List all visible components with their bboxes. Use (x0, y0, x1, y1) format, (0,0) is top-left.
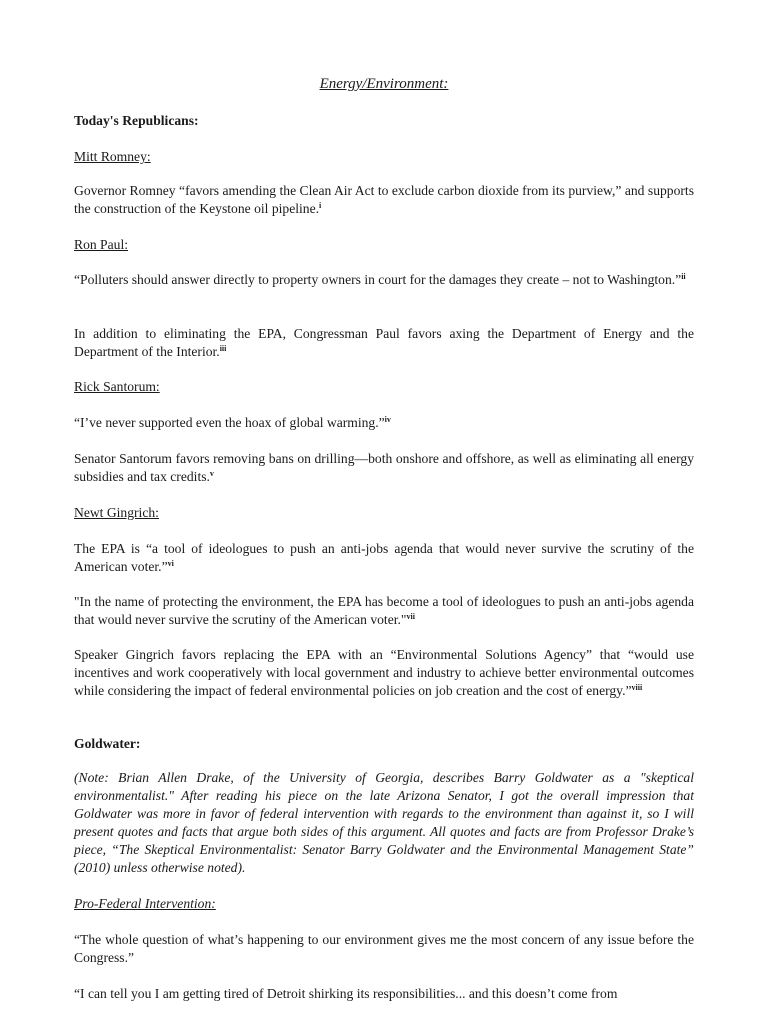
footnote-marker: iii (219, 344, 227, 353)
document-title: Energy/Environment: (319, 76, 449, 92)
paragraph-santorum-2: Senator Santorum favors removing bans on drilling—both onshore and offshore, as well as eliminating all energy subsidies and tax credits.$^v$ (74, 451, 694, 484)
paragraph-romney-1: Governor Romney “favors amending the Clean Air Act to exclude carbon dioxide from its purview,” and supports the construction of the Keystone oil pipeline.$^i$ (74, 183, 694, 216)
subheading-rick-santorum: Rick Santorum: (74, 379, 160, 394)
paragraph-paul-1: “Polluters should answer directly to property owners in court for the damages they create – not to Washington.”$^{ii}$ (74, 272, 686, 287)
subheading-mitt-romney: Mitt Romney: (74, 149, 151, 164)
footnote-marker: iv (384, 415, 391, 424)
footnote-marker: ii (681, 272, 686, 281)
footnote-marker: viii (631, 683, 643, 692)
paragraph-gingrich-1: The EPA is “a tool of ideologues to push an anti-jobs agenda that would never survive the scrutiny of the American voter.”$^{vi}$ (74, 541, 694, 574)
subheading-ron-paul: Ron Paul: (74, 237, 129, 252)
footnote-marker: v (209, 469, 214, 478)
footnote-marker: vi (167, 559, 174, 568)
subheading-pro-federal-intervention: Pro-Federal Intervention: (74, 896, 216, 911)
paragraph-gingrich-2: "In the name of protecting the environment, the EPA has become a tool of ideologues to push an anti-jobs agenda that would never survive the scrutiny of the American voter."$^{vii}$ (74, 594, 694, 627)
subheading-newt-gingrich: Newt Gingrich: (74, 505, 159, 520)
section-heading-todays-republicans: Today's Republicans: (74, 113, 199, 128)
paragraph-santorum-1: “I’ve never supported even the hoax of global warming.”$^{iv}$ (74, 415, 391, 430)
paragraph-goldwater-note: (Note: Brian Allen Drake, of the University of Georgia, describes Barry Goldwater as a "skeptical environmentalist." After reading his piece on the late Arizona Senator, I got the overall impression that Goldwater was more in favor of federal intervention with regards to the environment than against it, so I will present quotes and facts that argue both sides of this argument. All quotes and facts are from Professor Drake’s piece, “The Skeptical Environmentalist: Senator Barry Goldwater and the Environmental Management State” (2010) unless otherwise noted). (74, 770, 694, 875)
paragraph-gingrich-3: Speaker Gingrich favors replacing the EPA with an “Environmental Solutions Agency” that “would use incentives and work cooperatively with local government and industry to achieve better environmental outcomes while considering the impact of federal environmental policies on job creation and the cost of energy.”$^{viii}$ (74, 647, 694, 698)
footnote-marker: i (319, 201, 322, 210)
paragraph-goldwater-quote-1: “The whole question of what’s happening to our environment gives me the most concern of any issue before the Congress.” (74, 932, 694, 965)
paragraph-goldwater-quote-2: “I can tell you I am getting tired of Detroit shirking its responsibilities... and this doesn’t come from (74, 986, 618, 1001)
footnote-marker: vii (406, 612, 415, 621)
paragraph-paul-2: In addition to eliminating the EPA, Congressman Paul favors axing the Department of Energy and the Department of the Interior.$^{iii}$ (74, 326, 694, 359)
section-heading-goldwater: Goldwater: (74, 736, 141, 751)
